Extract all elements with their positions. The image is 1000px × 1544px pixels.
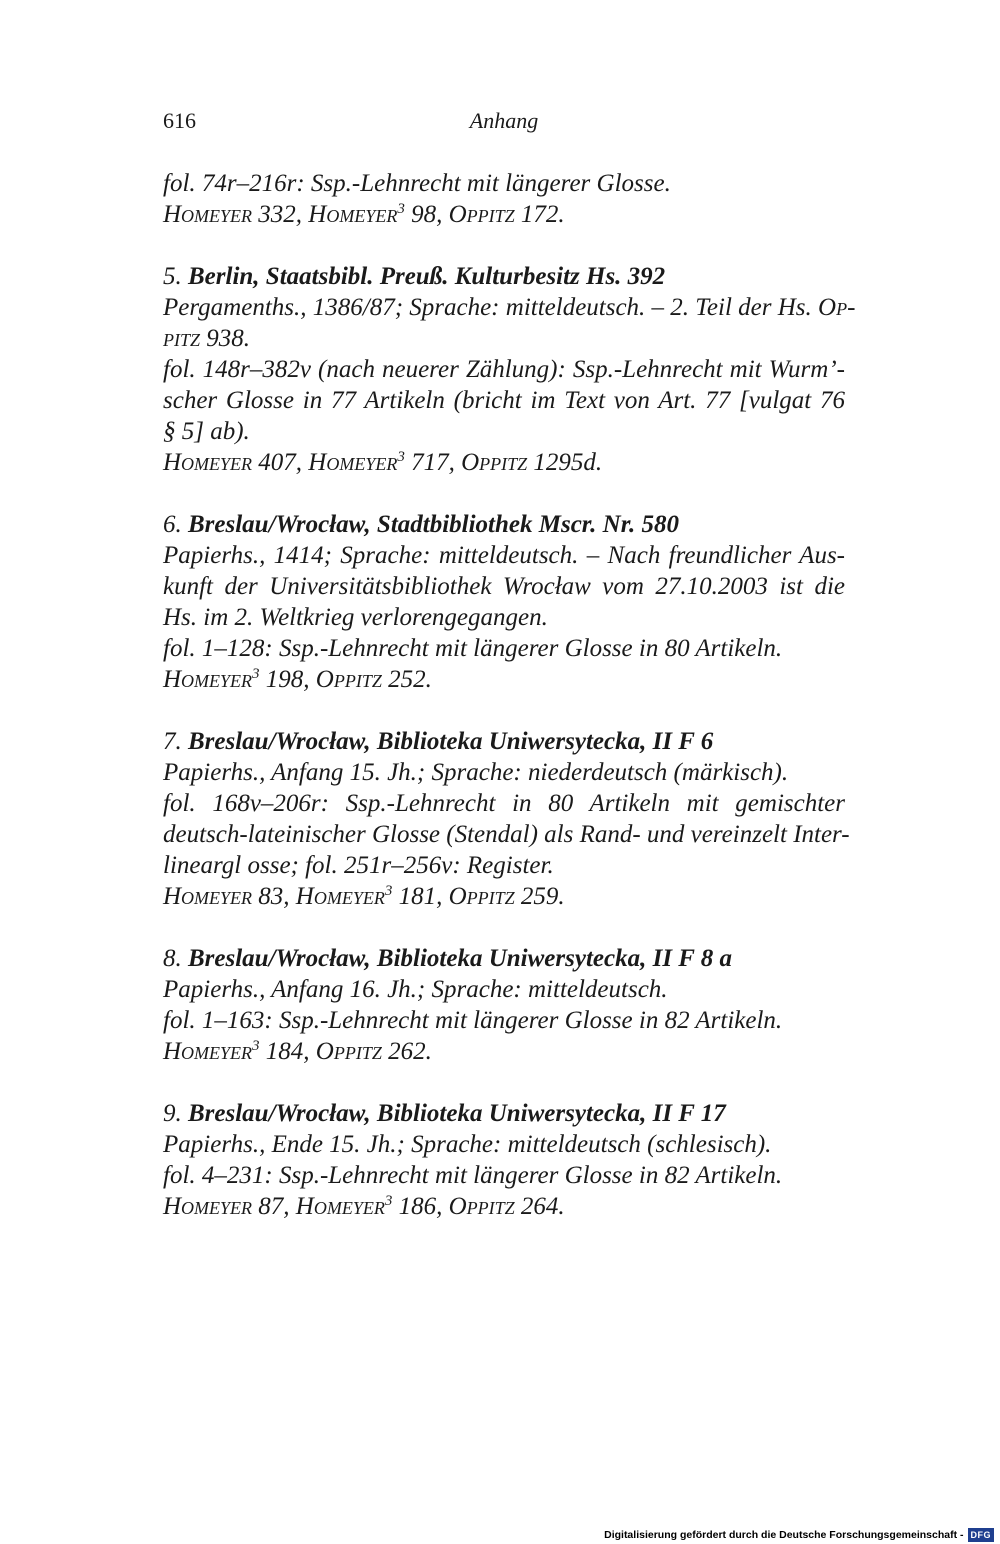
text-line: lineargl osse; fol. 251r–256v: Register. — [163, 852, 554, 879]
text-line: fol. 4–231: Ssp.-Lehnrecht mit längerer Glosse in 82 Artikeln. — [163, 1162, 783, 1189]
ref-number: 87, — [252, 1193, 296, 1220]
text-line: Papierhs., Ende 15. Jh.; Sprache: mitteldeutsch (schlesisch). — [163, 1131, 772, 1158]
ref-author: Homeyer — [163, 666, 253, 693]
ref-number: 259. — [514, 883, 565, 910]
ref-author: Oppitz — [315, 1038, 382, 1065]
entry-heading: Berlin, Staatsbibl. Preuß. Kulturbesitz Hs. 392 — [188, 263, 666, 290]
ref-author: Homeyer — [295, 883, 385, 910]
dfg-logo: DFG — [968, 1528, 995, 1542]
entry-number: 7. — [163, 728, 182, 755]
reference-line — [163, 199, 845, 230]
ref-superscript: 3 — [384, 1193, 393, 1209]
entry-number: 9. — [163, 1100, 182, 1127]
entry-heading: Breslau/Wrocław, Biblioteka Uniwersytecka, II F 17 — [188, 1100, 726, 1127]
ref-number: 264. — [514, 1193, 565, 1220]
reference-line — [163, 1191, 845, 1222]
entry-heading: Breslau/Wrocław, Biblioteka Uniwersytecka, II F 8 a — [188, 945, 733, 972]
entry-continuation — [163, 168, 845, 230]
ref-author: Oppitz — [448, 883, 515, 910]
entry-title — [163, 943, 845, 974]
ref-author: Oppitz — [315, 666, 382, 693]
entry-title — [163, 509, 845, 540]
page-header — [163, 108, 845, 138]
manuscript-entry — [163, 509, 845, 695]
text-line: kunft der Universitätsbibliothek Wrocław vom 27.10.2003 ist die — [163, 573, 845, 600]
ref-number: 98, — [404, 201, 449, 228]
ref-number: 83, — [252, 883, 296, 910]
running-head: Anhang — [469, 108, 539, 133]
ref-superscript: 3 — [397, 449, 405, 465]
ref-author: Homeyer — [163, 1193, 253, 1220]
text-line: fol. 1–128: Ssp.-Lehnrecht mit längerer Glosse in 80 Artikeln. — [163, 635, 783, 662]
entry-number: 8. — [163, 945, 182, 972]
manuscript-entry — [163, 1098, 845, 1222]
ref-superscript: 3 — [397, 201, 405, 217]
ref-author: pitz — [163, 325, 201, 352]
entry-title — [163, 726, 845, 757]
text-line — [163, 323, 845, 354]
text-line: Papierhs., 1414; Sprache: mitteldeutsch. – Nach freundlicher Aus- — [163, 542, 845, 569]
entry-heading: Breslau/Wrocław, Stadtbibliothek Mscr. Nr. 580 — [188, 511, 680, 538]
reference-line — [163, 1036, 845, 1067]
text-line: scher Glosse in 77 Artikeln (bricht im Text von Art. 77 [vulgat 76 — [163, 387, 845, 414]
digitization-footer — [604, 1526, 1000, 1544]
ref-author: Oppitz — [448, 1193, 515, 1220]
reference-line — [163, 881, 845, 912]
ref-superscript: 3 — [384, 883, 393, 899]
text-line: fol. 148r–382v (nach neuerer Zählung): Ssp.-Lehnrecht mit Wurm’- — [163, 356, 845, 383]
entry-heading: Breslau/Wrocław, Biblioteka Uniwersytecka, II F 6 — [188, 728, 714, 755]
text-line: § 5] ab). — [163, 418, 250, 445]
ref-number: 198, — [259, 666, 316, 693]
ref-number: 252. — [381, 666, 432, 693]
ref-author: Homeyer — [295, 1193, 385, 1220]
ref-author: Oppitz — [461, 449, 528, 476]
ref-number: 332, — [252, 201, 309, 228]
ref-number: 262. — [381, 1038, 432, 1065]
ref-number: 717, — [404, 449, 462, 476]
ref-author: Homeyer — [163, 201, 253, 228]
text-span: Pergamenths., 1386/87; Sprache: mitteldeutsch. – 2. Teil der Hs. — [163, 294, 819, 321]
text-line: fol. 1–163: Ssp.-Lehnrecht mit längerer Glosse in 82 Artikeln. — [163, 1007, 783, 1034]
entry-number: 6. — [163, 511, 182, 538]
ref-superscript: 3 — [252, 666, 260, 682]
entry-title — [163, 261, 845, 292]
entry-number: 5. — [163, 263, 182, 290]
ref-author: Homeyer — [163, 449, 253, 476]
footer-text: Digitalisierung gefördert durch die Deutsche Forschungsgemeinschaft - — [604, 1529, 964, 1541]
ref-superscript: 3 — [252, 1038, 260, 1054]
ref-author: Oppitz — [448, 201, 515, 228]
manuscript-entry — [163, 261, 856, 478]
text-line: fol. 74r–216r: Ssp.-Lehnrecht mit längerer Glosse. — [163, 170, 671, 197]
ref-number: 186, — [392, 1193, 449, 1220]
entry-title — [163, 1098, 845, 1129]
text-line: Hs. im 2. Weltkrieg verlorengegangen. — [163, 604, 548, 631]
ref-number: 407, — [252, 449, 309, 476]
reference-line — [163, 664, 845, 695]
ref-author: Op- — [818, 294, 856, 321]
ref-number: 172. — [514, 201, 565, 228]
ref-number: 184, — [259, 1038, 316, 1065]
ref-number: 1295d. — [527, 449, 603, 476]
ref-author: Homeyer — [308, 449, 398, 476]
text-line: Papierhs., Anfang 15. Jh.; Sprache: niederdeutsch (märkisch). — [163, 759, 789, 786]
manuscript-entry — [163, 726, 850, 912]
page-body — [163, 168, 856, 1253]
ref-author: Homeyer — [163, 883, 253, 910]
text-span: 938. — [200, 325, 251, 352]
manuscript-entry — [163, 943, 845, 1067]
ref-author: Homeyer — [163, 1038, 253, 1065]
text-line: fol. 168v–206r: Ssp.-Lehnrecht in 80 Artikeln mit gemischter — [163, 790, 845, 817]
text-line — [163, 292, 856, 323]
page-number: 616 — [163, 108, 196, 133]
reference-line — [163, 447, 845, 478]
text-line: deutsch-lateinischer Glosse (Stendal) als Rand- und vereinzelt Inter- — [163, 821, 850, 848]
text-line: Papierhs., Anfang 16. Jh.; Sprache: mitteldeutsch. — [163, 976, 668, 1003]
ref-number: 181, — [392, 883, 449, 910]
ref-author: Homeyer — [308, 201, 398, 228]
